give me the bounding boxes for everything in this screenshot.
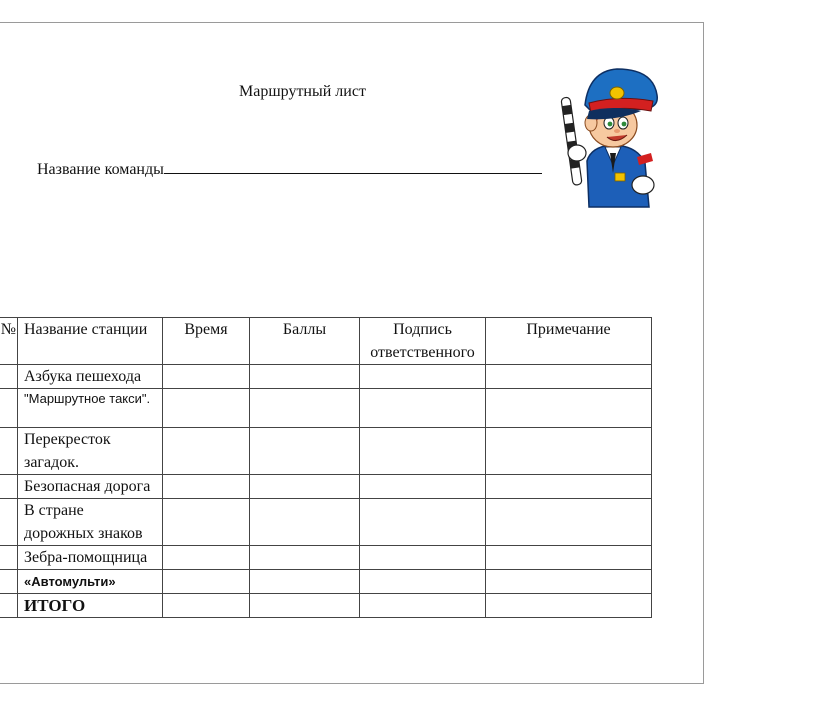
route-table	[0, 317, 652, 618]
table-row	[0, 428, 652, 475]
table-row	[0, 389, 652, 428]
table-row	[0, 365, 652, 389]
time-cell[interactable]	[163, 546, 250, 570]
row-number-cell	[0, 499, 18, 546]
station-name-cell: В стране дорожных знаков	[18, 499, 163, 546]
table-row	[0, 475, 652, 499]
signature-cell[interactable]	[360, 428, 486, 475]
signature-cell[interactable]	[360, 389, 486, 428]
column-header-station: Название станции	[18, 318, 163, 365]
team-name-underline[interactable]	[164, 157, 542, 174]
row-number-cell	[0, 389, 18, 428]
station-name-cell: Азбука пешехода	[18, 365, 163, 389]
points-cell[interactable]	[250, 594, 360, 618]
row-number-cell	[0, 428, 18, 475]
document-title: Маршрутный лист	[239, 83, 366, 100]
column-header-time: Время	[163, 318, 250, 365]
total-label-cell: ИТОГО	[18, 594, 163, 618]
team-name-label: Название команды	[37, 161, 164, 178]
note-cell[interactable]	[486, 570, 652, 594]
note-cell[interactable]	[486, 546, 652, 570]
points-cell[interactable]	[250, 428, 360, 475]
note-cell[interactable]	[486, 389, 652, 428]
time-cell[interactable]	[163, 475, 250, 499]
signature-cell[interactable]	[360, 570, 486, 594]
note-cell[interactable]	[486, 594, 652, 618]
note-cell[interactable]	[486, 499, 652, 546]
note-cell[interactable]	[486, 428, 652, 475]
row-number-cell	[0, 594, 18, 618]
row-number-cell	[0, 570, 18, 594]
signature-cell[interactable]	[360, 546, 486, 570]
table-header-row	[0, 318, 652, 365]
note-cell[interactable]	[486, 475, 652, 499]
signature-cell[interactable]	[360, 365, 486, 389]
row-number-cell	[0, 365, 18, 389]
signature-cell[interactable]	[360, 475, 486, 499]
table-row	[0, 546, 652, 570]
station-name-cell: "Маршрутное такси".	[18, 389, 163, 428]
traffic-police-cartoon-icon	[553, 61, 669, 211]
column-header-number: №	[0, 318, 18, 365]
signature-cell[interactable]	[360, 499, 486, 546]
time-cell[interactable]	[163, 389, 250, 428]
time-cell[interactable]	[163, 570, 250, 594]
table-row	[0, 499, 652, 546]
points-cell[interactable]	[250, 570, 360, 594]
column-header-signature: Подпись ответственного	[360, 318, 486, 365]
points-cell[interactable]	[250, 499, 360, 546]
points-cell[interactable]	[250, 365, 360, 389]
time-cell[interactable]	[163, 428, 250, 475]
time-cell[interactable]	[163, 594, 250, 618]
note-cell[interactable]	[486, 365, 652, 389]
column-header-points: Баллы	[250, 318, 360, 365]
signature-cell[interactable]	[360, 594, 486, 618]
station-name-cell: Перекресток загадок.	[18, 428, 163, 475]
row-number-cell	[0, 546, 18, 570]
points-cell[interactable]	[250, 475, 360, 499]
points-cell[interactable]	[250, 546, 360, 570]
column-header-note: Примечание	[486, 318, 652, 365]
time-cell[interactable]	[163, 499, 250, 546]
station-name-cell: Безопасная дорога	[18, 475, 163, 499]
table-row	[0, 570, 652, 594]
time-cell[interactable]	[163, 365, 250, 389]
team-name-field	[37, 157, 542, 179]
station-name-cell: Зебра-помощница	[18, 546, 163, 570]
table-total-row	[0, 594, 652, 618]
points-cell[interactable]	[250, 389, 360, 428]
row-number-cell	[0, 475, 18, 499]
station-name-cell: «Автомульти»	[18, 570, 163, 594]
